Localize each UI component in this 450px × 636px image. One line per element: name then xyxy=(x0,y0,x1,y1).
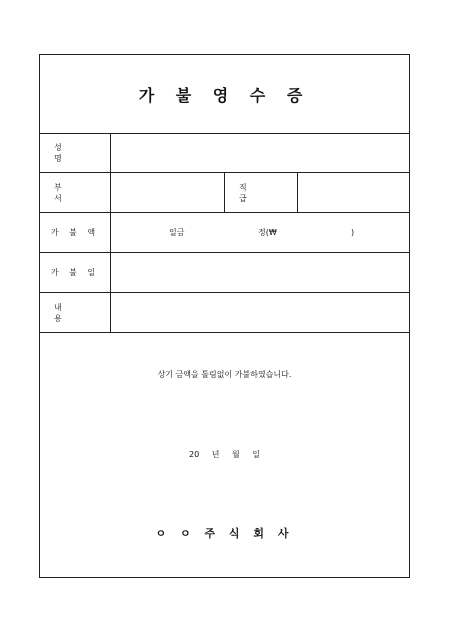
amount-prefix: 일금 xyxy=(169,228,185,237)
amount-field[interactable] xyxy=(111,213,411,252)
department-row xyxy=(40,173,409,213)
name-row xyxy=(40,133,409,173)
company-name: ㅇ ㅇ 주 식 회 사 xyxy=(155,527,294,540)
form-title: 가 불 영 수 증 xyxy=(138,85,311,105)
department-label: 부 서 xyxy=(40,173,111,212)
amount-close: ) xyxy=(351,228,355,237)
content-field[interactable] xyxy=(111,293,411,332)
name-label: 성 명 xyxy=(40,133,111,172)
name-field[interactable] xyxy=(111,133,411,172)
date-field[interactable] xyxy=(111,253,411,292)
date-row xyxy=(40,253,409,293)
position-label: 직 급 xyxy=(225,173,298,212)
amount-row xyxy=(40,213,409,253)
receipt-form xyxy=(39,54,410,578)
date-line: 20 년 월 일 xyxy=(189,450,260,459)
amount-suffix: 정(₩ xyxy=(258,228,277,237)
date-label: 가 불 일 xyxy=(40,253,111,292)
content-label: 내 용 xyxy=(40,293,111,332)
content-row xyxy=(40,293,409,333)
department-field[interactable] xyxy=(111,173,225,212)
amount-label: 가 불 액 xyxy=(40,213,111,252)
statement-text: 상기 금액을 틀림없이 가불하였습니다. xyxy=(157,370,292,379)
statement-area xyxy=(40,333,409,577)
title-area xyxy=(40,55,409,134)
position-field[interactable] xyxy=(298,173,411,212)
